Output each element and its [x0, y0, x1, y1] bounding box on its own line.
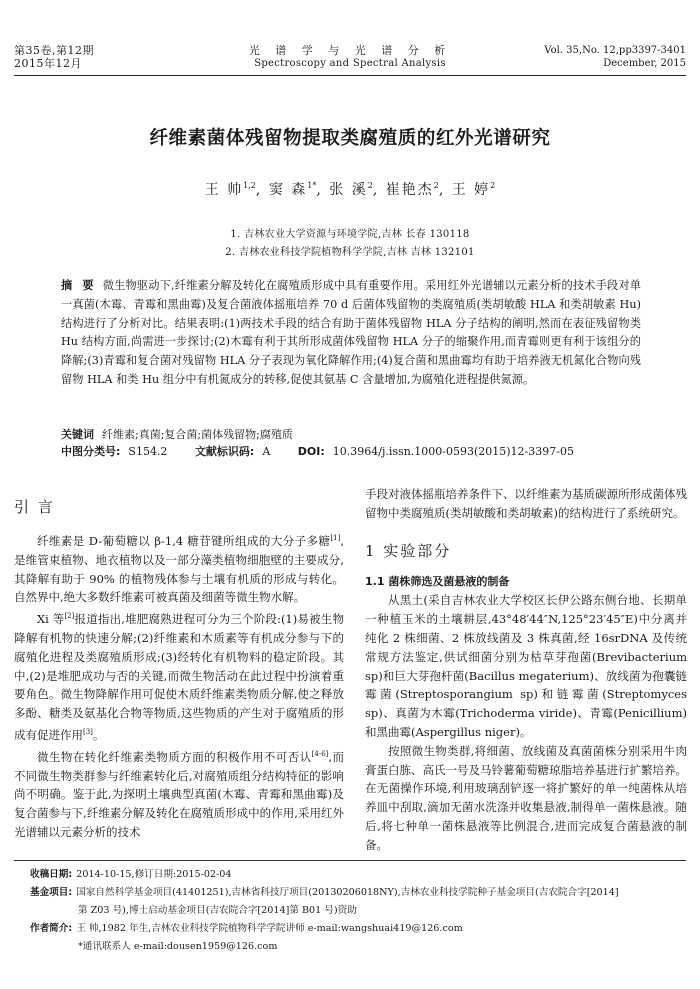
author-list: 王 帅$^{1,2}$, 窦 森$^{1*}$, 张 溪$^2$, 崔艳杰$^2$, 王 婷$^2$	[204, 181, 496, 198]
text-run: 微生物在转化纤维素类物质方面的积极作用不可否认	[37, 749, 312, 764]
affiliation-1: 1. 吉林农业大学资源与环境学院,吉林 长春 130118	[230, 229, 470, 240]
citation: [2]	[64, 612, 75, 621]
text-run: 纤维素是 D-葡萄糖以 β-1,4 糖苷键所组成的大分子多糖	[37, 534, 331, 548]
classification-line	[61, 444, 661, 460]
author-name: 王 帅	[204, 182, 244, 198]
author-bio-label: 作者简介:	[30, 923, 73, 934]
author-name: 窦 森	[268, 182, 308, 198]
clc-label: 中图分类号:	[61, 445, 121, 458]
methods-paragraph-2: 按照微生物类群,将细菌、放线菌及真菌菌株分别采用牛肉膏蛋白胨、高氏一号及马铃薯葡萄糖琼脂培养基进行扩繁培养。在无菌操作环境,利用玻璃刮铲逐一将扩繁好的单一纯菌株从培养皿中刮取,滴加无菌水洗涤并收集悬液,制得单一菌株悬液。随后,将七种单一菌株悬液等比例混合,进而完成复合菌悬液的制备。	[365, 743, 687, 852]
received-label: 收稿日期:	[30, 869, 73, 880]
keywords-text: 纤维素;真菌;复合菌;菌体残留物;腐殖质	[102, 428, 293, 441]
intro-paragraph-2	[14, 607, 344, 745]
author-affil: 2	[433, 181, 439, 190]
author-name: 张 溪	[329, 182, 368, 198]
author-affil: 1,2	[243, 181, 256, 190]
intro-continuation: 手段对液体摇瓶培养条件下、以纤维素为基质碳源所形成菌体残留物中类腐殖质(类胡敏酸和类胡敏素)的结构进行了系统研究。	[365, 487, 687, 520]
right-column	[365, 485, 687, 855]
left-column	[14, 497, 344, 842]
corresponding-author: *通讯联系人 e-mail:dousen1959@126.com	[78, 941, 278, 952]
footnote-rule	[14, 860, 686, 861]
section-1-heading: 1 实验部分	[365, 541, 452, 560]
affiliation-2: 2. 吉林农业科技学院植物科学学院,吉林 吉林 132101	[225, 247, 475, 258]
author-affil: 1*	[307, 181, 317, 190]
fund-text-1: 国家自然科学基金项目(41401251),吉林省科技厅项目(20130206018NY),吉林农业科技学院种子基金项目(吉农院合字[2014]	[76, 887, 619, 898]
abstract-text: 微生物驱动下,纤维素分解及转化在腐殖质形成中具有重要作用。采用红外光谱辅以元素分析的技术手段对单一真菌(木霉、青霉和黑曲霉)及复合菌液体摇瓶培养 70 d 后菌体残留物的类腐殖质(类胡敏酸 HLA 和类胡敏素 Hu)结构进行了分析对比。结果表明:(1)两技术手段的结合有助于菌体残留物 HLA 分子结构的阐明,然而在表征残留物类 Hu 结构方面,尚需进一步探讨;(2)木霉有利于其所形成菌体残留物 HLA 分子的缩聚作用,而青霉则更有利于该组分的降解;(3)青霉和复合菌对残留物 HLA 分子表现为氧化降解作用;(4)复合菌和黑曲霉均有助于培养液无机氮化合物向残留物 HLA 和类 Hu 组分中有机氮成分的转移,促使其氨基 C 含量增加,为腐殖化进程提供氮源。	[61, 279, 641, 386]
doc-code-value: A	[262, 445, 271, 458]
text-run: ,是维管束植物、地衣植物以及一部分藻类植物细胞壁的主要成分,其降解有助于 90% 的植物残体参与土壤有机质的形成与转化。自然界中,绝大多数纤维素可被真菌及细菌等微生物水解。	[14, 534, 344, 605]
keywords	[61, 427, 641, 443]
intro-paragraph-3	[14, 745, 344, 842]
volume-en: Vol. 35,No. 12,pp3397-3401	[544, 45, 686, 56]
journal-name-cn: 光 谱 学 与 光 谱 分 析	[248, 44, 452, 57]
page-header	[14, 44, 686, 76]
intro-heading: 引 言	[14, 498, 55, 516]
doi-label: DOI:	[297, 445, 325, 458]
received-dates: 2014-10-15,修订日期:2015-02-04	[76, 869, 232, 880]
doc-code-label: 文献标识码:	[194, 445, 255, 458]
footnotes	[30, 866, 690, 956]
fund-label: 基金项目:	[30, 887, 73, 898]
fund-text-2: 第 Z03 号),博士启动基金项目(吉农院合字[2014]第 B01 号)资助	[78, 905, 357, 916]
keywords-label: 关键词	[61, 428, 94, 441]
subsection-1-1-heading: 1.1 菌株筛选及菌悬液的制备	[365, 574, 510, 588]
volume-info-en	[544, 44, 686, 70]
date-cn: 2015年12月	[14, 57, 82, 70]
volume-cn: 第35卷,第12期	[14, 44, 94, 57]
intro-paragraph-1	[14, 529, 344, 607]
author-name: 王 婷	[451, 182, 491, 198]
citation: [3]	[83, 727, 93, 736]
text-run: Xi 等	[37, 612, 65, 627]
clc-value: S154.2	[128, 445, 168, 458]
citation: [1]	[330, 534, 341, 542]
paper-title: 纤维素菌体残留物提取类腐殖质的红外光谱研究	[149, 128, 551, 149]
author-affil: 2	[367, 181, 373, 190]
journal-name-en: Spectroscopy and Spectral Analysis	[254, 58, 446, 69]
abstract	[61, 277, 641, 390]
text-run: ,而不同微生物类群参与纤维素转化后,对腐殖质组分结构特征的影响尚不明确。鉴于此,为探明土壤典型真菌(木霉、青霉和黑曲霉)及复合菌参与下,纤维素分解及转化在腐殖质形成中的作用,采用红外光谱辅以元素分析的技术	[14, 749, 345, 839]
author-name: 崔艳杰	[385, 182, 434, 198]
text-run: 。	[92, 727, 105, 742]
citation: [4-6]	[311, 749, 329, 758]
author-bio: 王 帅,1982 年生,吉林农业科技学院植物科学学院讲师 e-mail:wangshuai419@126.com	[76, 923, 463, 934]
header-rule	[14, 75, 686, 76]
abstract-label: 摘 要	[61, 279, 97, 292]
methods-paragraph-1: 从黑土(采自吉林农业大学校区长伊公路东侧台地、长期单一种植玉米的土壤耕层,43°48′44″N,125°23′45″E)中分离并纯化 2 株细菌、2 株放线菌及 3 株真菌,经 16srDNA 及传统常规方法鉴定,供试细菌分别为枯草芽孢菌(Brevibacterium sp)和巨大芽孢杆菌(Bacillus megaterium)、放线菌为孢囊链霉菌(Streptosporangium sp)和链霉菌(Streptomyces sp)、真菌为木霉(Trichoderma viride)、青霉(Penicillium)和黑曲霉(Aspergillus niger)。	[365, 593, 687, 739]
text-run: 报道指出,堆肥腐熟进程可分为三个阶段:(1)易被生物降解有机物的快速分解;(2)纤维素和木质素等有机成分参与下的腐殖化进程及类腐殖质形成;(3)经转化有机物料的稳定阶段。其中,(2)是堆肥成功与否的关键,而微生物活动在此过程中扮演着重要角色。微生物降解作用可促使木质纤维素类物质分解,使之释放多酚、糖类及氨基化合物等物质,这些物质的产生对于腐殖质的形成有促进作用	[14, 612, 344, 742]
author-affil: 2	[490, 181, 496, 190]
date-en: December, 2015	[603, 58, 686, 69]
doi-value: 10.3964/j.issn.1000-0593(2015)12-3397-05	[332, 445, 574, 458]
